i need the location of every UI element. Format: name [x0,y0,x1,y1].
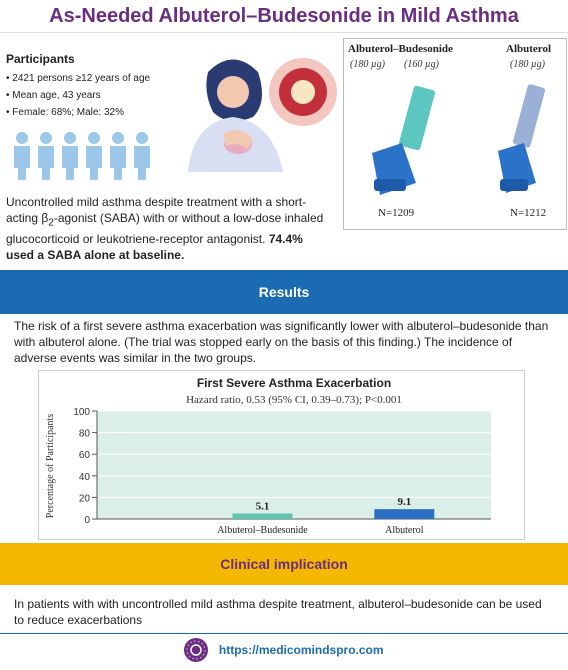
inhaler-dose: (180 µg) [510,59,545,70]
inhaler-count: N=1209 [378,207,415,219]
y-tick-label: 80 [78,428,90,440]
albuterol-inhaler-icon [494,83,554,198]
results-text: The risk of a first severe asthma exacerbation was significantly lower with albuterol–budesonide than with albuterol alone. (The trial was stopped early on the basis of this finding.) The incidence of adverse events was similar in the two groups. [14,319,549,365]
people-icon [10,130,160,182]
inhaler-dose: (160 µg) [404,59,439,70]
x-tick-label: Albuterol [385,525,424,536]
bar [374,509,434,519]
albuterol-budesonide-inhaler-icon [364,83,444,198]
participants-list [6,70,150,121]
list-item: • Mean age, 43 years [6,90,101,101]
y-tick-label: 20 [78,493,90,505]
x-tick-label: Albuterol–Budesonide [217,525,308,536]
list-item: • Female: 68%; Male: 32% [6,107,124,118]
implication-header [0,543,568,585]
page-title: As-Needed Albuterol–Budesonide in Mild Asthma [49,5,519,27]
y-axis-label: Percentage of Participants [45,413,56,519]
population-description: Uncontrolled mild asthma despite treatment with a short-acting $\beta_2$-agonist (SABA) with or without a low-dose inhaled glucocorticoid or leukotriene-receptor antagonist. 74.4% used a SABA alone at baseline. [6,195,324,263]
footer [0,638,568,668]
implication-text: In patients with with uncontrolled mild asthma despite treatment, albuterol–budesonide can be used to reduce exacerbations [14,597,542,627]
title-bar [0,0,568,33]
chart-container [38,370,525,540]
results-heading: Results [258,284,310,300]
plot-area [97,411,491,519]
y-tick-label: 40 [78,471,90,483]
chart-title: First Severe Asthma Exacerbation [196,376,392,390]
y-tick-label: 60 [78,450,90,462]
exacerbation-chart [39,371,524,539]
brand-logo-icon [184,638,208,662]
implication-heading: Clinical implication [220,556,348,572]
inhaler-label: Albuterol–Budesonide [348,43,453,55]
inhaler-label: Albuterol [506,43,552,55]
chart-subtitle: Hazard ratio, 0.53 (95% CI, 0.39–0.73); P<0.001 [186,394,402,406]
y-tick-label: 0 [84,515,90,526]
asthma-patient-illustration [168,52,338,172]
participants-heading: Participants [6,52,75,66]
divider [0,633,568,634]
bar [232,513,292,519]
data-label: 5.1 [255,500,270,513]
inhaler-dose: (180 µg) [350,59,385,70]
y-tick-label: 100 [73,407,90,418]
list-item: • 2421 persons ≥12 years of age [6,73,151,84]
data-label: 9.1 [397,496,412,509]
website-link[interactable]: https://medicomindspro.com [218,643,384,657]
participants-panel [0,38,340,268]
inhaler-count: N=1212 [510,207,547,219]
results-header [0,270,568,314]
inhalers-panel [343,38,567,230]
